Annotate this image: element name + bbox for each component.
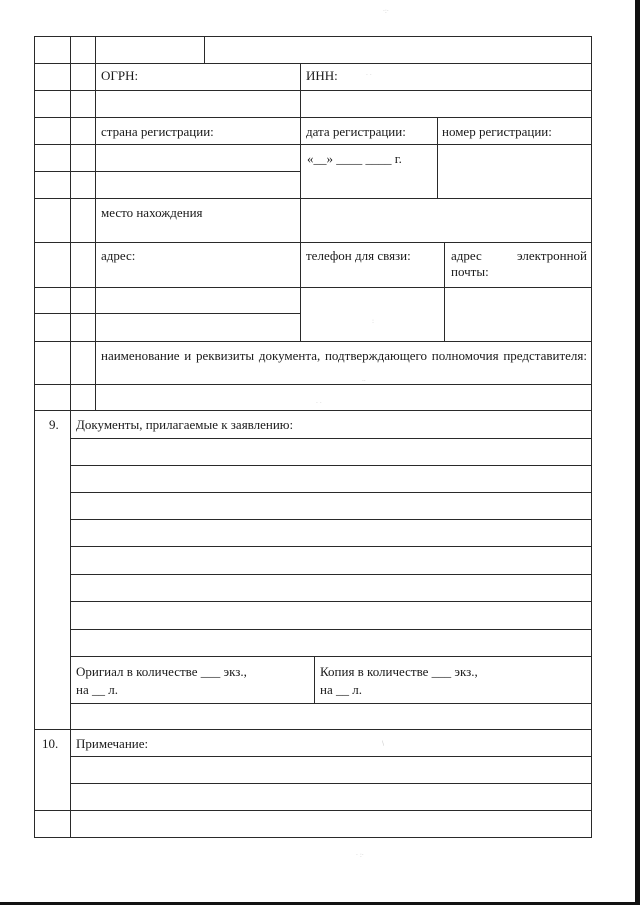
grid-line-h bbox=[34, 313, 301, 314]
grid-line-h bbox=[70, 783, 592, 784]
ogrn-label: ОГРН: bbox=[101, 68, 139, 83]
email-label: адрес электронной почты: bbox=[451, 248, 587, 279]
grid-line-v bbox=[591, 36, 592, 838]
original-count-line1: Оригиал в количестве ___ экз., bbox=[76, 664, 247, 679]
grid-line-h bbox=[70, 438, 592, 439]
address-label: адрес: bbox=[101, 248, 136, 263]
grid-line-h bbox=[34, 837, 592, 838]
grid-line-v bbox=[300, 198, 301, 243]
grid-line-v bbox=[300, 63, 301, 118]
grid-line-h bbox=[34, 242, 592, 243]
section-10-title: Примечание: bbox=[76, 736, 149, 751]
section-9-number: 9. bbox=[49, 417, 59, 432]
grid-line-h bbox=[70, 656, 592, 657]
grid-line-v bbox=[70, 36, 71, 838]
grid-line-v bbox=[300, 117, 301, 199]
grid-line-v bbox=[300, 242, 301, 342]
grid-line-h bbox=[34, 90, 592, 91]
grid-line-h bbox=[34, 144, 592, 145]
grid-line-h bbox=[70, 703, 592, 704]
grid-line-h bbox=[34, 410, 592, 411]
grid-line-h bbox=[70, 601, 592, 602]
copy-count-line1: Копия в количестве ___ экз., bbox=[320, 664, 478, 679]
grid-line-v bbox=[437, 117, 438, 199]
grid-line-v bbox=[444, 242, 445, 342]
registration-date-field[interactable]: «__» ____ ____ г. bbox=[307, 151, 402, 166]
grid-line-v bbox=[95, 36, 96, 411]
grid-line-v bbox=[34, 36, 35, 838]
grid-line-h bbox=[34, 810, 592, 811]
grid-line-h bbox=[34, 63, 592, 64]
document-label: наименование и реквизиты документа, подтверждающего полномочия представителя: bbox=[101, 348, 587, 363]
inn-label: ИНН: bbox=[306, 68, 338, 83]
section-10-number: 10. bbox=[42, 736, 59, 751]
grid-line-h bbox=[70, 574, 592, 575]
original-count-line2: на __ л. bbox=[76, 682, 118, 697]
grid-line-h bbox=[34, 171, 301, 172]
grid-line-h bbox=[70, 546, 592, 547]
copy-count-line2: на __ л. bbox=[320, 682, 362, 697]
country-label: страна регистрации: bbox=[101, 124, 214, 139]
grid-line-h bbox=[70, 519, 592, 520]
scan-edge-right bbox=[635, 0, 640, 905]
grid-line-h bbox=[70, 492, 592, 493]
grid-line-h bbox=[70, 465, 592, 466]
grid-line-h bbox=[70, 629, 592, 630]
registration-number-label: номер регистрации: bbox=[442, 124, 552, 139]
registration-date-label: дата регистрации: bbox=[306, 124, 406, 139]
grid-line-h bbox=[34, 341, 592, 342]
grid-line-h bbox=[34, 36, 592, 37]
grid-line-h bbox=[34, 117, 592, 118]
grid-line-h bbox=[34, 198, 592, 199]
grid-line-h bbox=[34, 384, 592, 385]
phone-label: телефон для связи: bbox=[306, 248, 411, 263]
grid-line-h bbox=[34, 287, 592, 288]
grid-line-v bbox=[204, 36, 205, 64]
grid-line-h bbox=[34, 729, 592, 730]
location-label: место нахождения bbox=[101, 205, 203, 220]
grid-line-h bbox=[70, 756, 592, 757]
section-9-title: Документы, прилагаемые к заявлению: bbox=[76, 417, 294, 432]
grid-line-v bbox=[314, 656, 315, 704]
